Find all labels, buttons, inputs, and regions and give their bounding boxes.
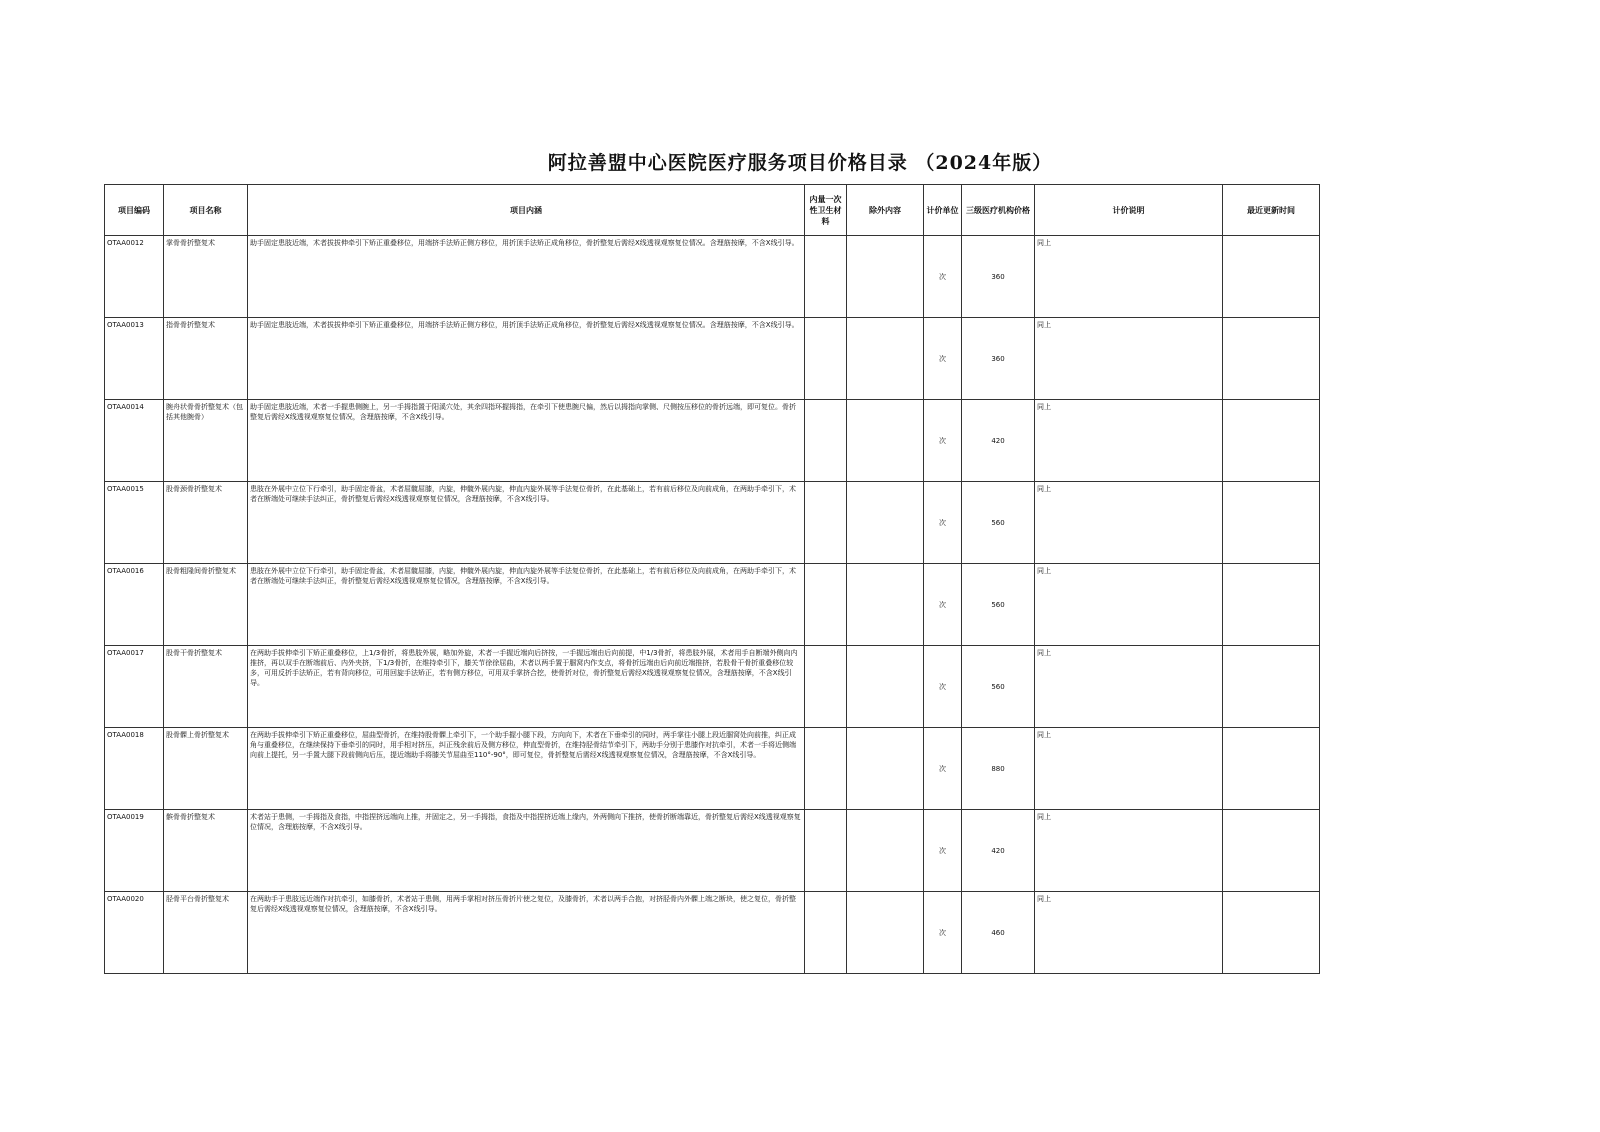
cell-note: 同上 (1035, 892, 1223, 974)
cell-content: 在两助手拔伸牵引下矫正重叠移位，上1/3骨折，将患肢外展，略加外旋，术者一手握近端向后挤按，一手握远端由后向前提，中1/3骨折，将患肢外展，术者用手自断端外侧向内推挤，再以双手在断端前后、内外夹挤，下1/3骨折，在维持牵引下，膝关节徐徐屈曲，术者以两手置于腘窝内作支点，将骨折远端由后向前近端推挤，若股骨干骨折重叠移位较多，可用反折手法矫正，若有背向移位，可用回旋手法矫正，若有侧方移位，可用双手掌挤合挖，使骨折对位，骨折整复后需经X线透视观察复位情况，含理筋按摩，不含X线引导。 (248, 646, 805, 728)
cell-note: 同上 (1035, 646, 1223, 728)
cell-code: OTAA0014 (105, 400, 164, 482)
cell-note: 同上 (1035, 564, 1223, 646)
cell-updated (1223, 646, 1320, 728)
cell-name: 股骨髁上骨折整复术 (164, 728, 248, 810)
cell-material (805, 728, 847, 810)
cell-excluded (847, 564, 924, 646)
cell-unit: 次 (924, 810, 962, 892)
cell-excluded (847, 236, 924, 318)
cell-code: OTAA0017 (105, 646, 164, 728)
cell-price: 360 (962, 318, 1035, 400)
header-note: 计价说明 (1035, 185, 1223, 236)
cell-material (805, 318, 847, 400)
cell-name: 指骨骨折整复术 (164, 318, 248, 400)
header-updated: 最近更新时间 (1223, 185, 1320, 236)
cell-note: 同上 (1035, 400, 1223, 482)
table-row (105, 892, 1320, 974)
header-price: 三级医疗机构价格 (962, 185, 1035, 236)
cell-excluded (847, 728, 924, 810)
cell-unit: 次 (924, 400, 962, 482)
cell-updated (1223, 564, 1320, 646)
header-name: 项目名称 (164, 185, 248, 236)
cell-code: OTAA0020 (105, 892, 164, 974)
cell-excluded (847, 810, 924, 892)
cell-name: 髌骨骨折整复术 (164, 810, 248, 892)
table-row (105, 564, 1320, 646)
cell-name: 股骨粗隆间骨折整复术 (164, 564, 248, 646)
table-row (105, 810, 1320, 892)
table-body (105, 236, 1320, 974)
cell-updated (1223, 728, 1320, 810)
header-material: 内量一次性卫生材料 (805, 185, 847, 236)
cell-updated (1223, 892, 1320, 974)
cell-content: 在两助手于患肢远近端作对抗牵引，如膝骨折，术者站于患侧，用两手掌相对挤压骨折片使之复位，及膝骨折，术者以两手合抱，对挤胫骨内外髁上端之断块，使之复位，骨折整复后需经X线透视观察复位情况，含理筋按摩，不含X线引导。 (248, 892, 805, 974)
header-code: 项目编码 (105, 185, 164, 236)
cell-material (805, 810, 847, 892)
table-row (105, 728, 1320, 810)
header-unit: 计价单位 (924, 185, 962, 236)
cell-note: 同上 (1035, 728, 1223, 810)
table-row (105, 646, 1320, 728)
header-content: 项目内涵 (248, 185, 805, 236)
cell-name: 股骨干骨折整复术 (164, 646, 248, 728)
cell-code: OTAA0013 (105, 318, 164, 400)
cell-price: 420 (962, 400, 1035, 482)
cell-price: 420 (962, 810, 1035, 892)
cell-content: 助手固定患肢近端，术者一手握患侧腕上，另一手拇指置于阳溪穴处，其余四指环握拇指，在牵引下使患腕尺偏，然后以拇指向掌侧、尺侧按压移位的骨折远端，即可复位。骨折整复后需经X线透视观察复位情况，含理筋按摩，不含X线引导。 (248, 400, 805, 482)
cell-updated (1223, 318, 1320, 400)
cell-note: 同上 (1035, 810, 1223, 892)
cell-unit: 次 (924, 646, 962, 728)
cell-excluded (847, 482, 924, 564)
table-row (105, 318, 1320, 400)
price-table (104, 184, 1320, 974)
cell-excluded (847, 892, 924, 974)
cell-note: 同上 (1035, 318, 1223, 400)
cell-name: 掌骨骨折整复术 (164, 236, 248, 318)
cell-material (805, 400, 847, 482)
cell-content: 术者站于患侧，一手拇指及食指，中指捏挤远端向上推，并固定之，另一手拇指，食指及中指捏挤近端上缘内，外两侧向下推挤，使骨折断端靠近，骨折整复后需经X线透视观察复位情况，含理筋按摩，不含X线引导。 (248, 810, 805, 892)
cell-code: OTAA0016 (105, 564, 164, 646)
cell-unit: 次 (924, 318, 962, 400)
cell-note: 同上 (1035, 482, 1223, 564)
cell-code: OTAA0019 (105, 810, 164, 892)
cell-updated (1223, 482, 1320, 564)
cell-updated (1223, 810, 1320, 892)
table-row (105, 400, 1320, 482)
cell-updated (1223, 400, 1320, 482)
cell-excluded (847, 646, 924, 728)
cell-code: OTAA0015 (105, 482, 164, 564)
cell-excluded (847, 400, 924, 482)
table-row (105, 236, 1320, 318)
cell-note: 同上 (1035, 236, 1223, 318)
cell-price: 460 (962, 892, 1035, 974)
cell-price: 880 (962, 728, 1035, 810)
cell-content: 在两助手拔伸牵引下矫正重叠移位，屈曲型骨折，在维持股骨髁上牵引下，一个助手握小腿下段，方向向下，术者在下垂牵引的同时，两手掌往小腿上段近腘窝处向前推，纠正成角与重叠移位，在继续保持下垂牵引的同时，用手相对挤压，纠正残余前后及侧方移位，伸直型骨折，在维持胫骨结节牵引下，两助手分别于患膝作对抗牵引，术者一手将近侧端向前上提托，另一手置大腿下段前侧向后压，提近端助手将膝关节屈曲至110°-90°，即可复位，骨折整复后需经X线透视观察复位情况，含理筋按摩，不含X线引导。 (248, 728, 805, 810)
cell-material (805, 646, 847, 728)
cell-unit: 次 (924, 892, 962, 974)
cell-excluded (847, 318, 924, 400)
cell-price: 360 (962, 236, 1035, 318)
cell-material (805, 564, 847, 646)
cell-unit: 次 (924, 236, 962, 318)
cell-code: OTAA0012 (105, 236, 164, 318)
cell-name: 腕舟状骨骨折整复术（包括其他腕骨） (164, 400, 248, 482)
cell-price: 560 (962, 482, 1035, 564)
cell-price: 560 (962, 646, 1035, 728)
cell-content: 患肢在外展中立位下行牵引，助手固定骨盆，术者屈髋屈膝，内旋，伸髋外展内旋，伸直内旋外展等手法复位骨折，在此基础上，若有前后移位及向前成角，在两助手牵引下，术者在断端处可继续手法纠正，骨折整复后需经X线透视观察复位情况，含理筋按摩，不含X线引导。 (248, 482, 805, 564)
page-title: 阿拉善盟中心医院医疗服务项目价格目录 （2024年版） (547, 152, 1053, 174)
header-excluded: 除外内容 (847, 185, 924, 236)
cell-price: 560 (962, 564, 1035, 646)
cell-code: OTAA0018 (105, 728, 164, 810)
cell-material (805, 482, 847, 564)
cell-material (805, 892, 847, 974)
cell-material (805, 236, 847, 318)
cell-unit: 次 (924, 564, 962, 646)
cell-content: 助手固定患肢近端，术者拔拔伸牵引下矫正重叠移位，用端挤手法矫正侧方移位，用折顶手法矫正成角移位，骨折整复后需经X线透视观察复位情况。含理筋按摩，不含X线引导。 (248, 318, 805, 400)
cell-content: 助手固定患肢近端，术者拔拔伸牵引下矫正重叠移位，用端挤手法矫正侧方移位，用折顶手法矫正成角移位，骨折整复后需经X线透视观察复位情况。含理筋按摩，不含X线引导。 (248, 236, 805, 318)
cell-unit: 次 (924, 482, 962, 564)
header-row (105, 185, 1320, 236)
cell-content: 患肢在外展中立位下行牵引，助手固定骨盆，术者屈髋屈膝，内旋，伸髋外展内旋，伸直内旋外展等手法复位骨折，在此基础上，若有前后移位及向前成角，在两助手牵引下，术者在断端处可继续手法纠正，骨折整复后需经X线透视观察复位情况，含理筋按摩，不含X线引导。 (248, 564, 805, 646)
cell-unit: 次 (924, 728, 962, 810)
cell-updated (1223, 236, 1320, 318)
cell-name: 股骨颈骨折整复术 (164, 482, 248, 564)
cell-name: 胫骨平台骨折整复术 (164, 892, 248, 974)
table-row (105, 482, 1320, 564)
